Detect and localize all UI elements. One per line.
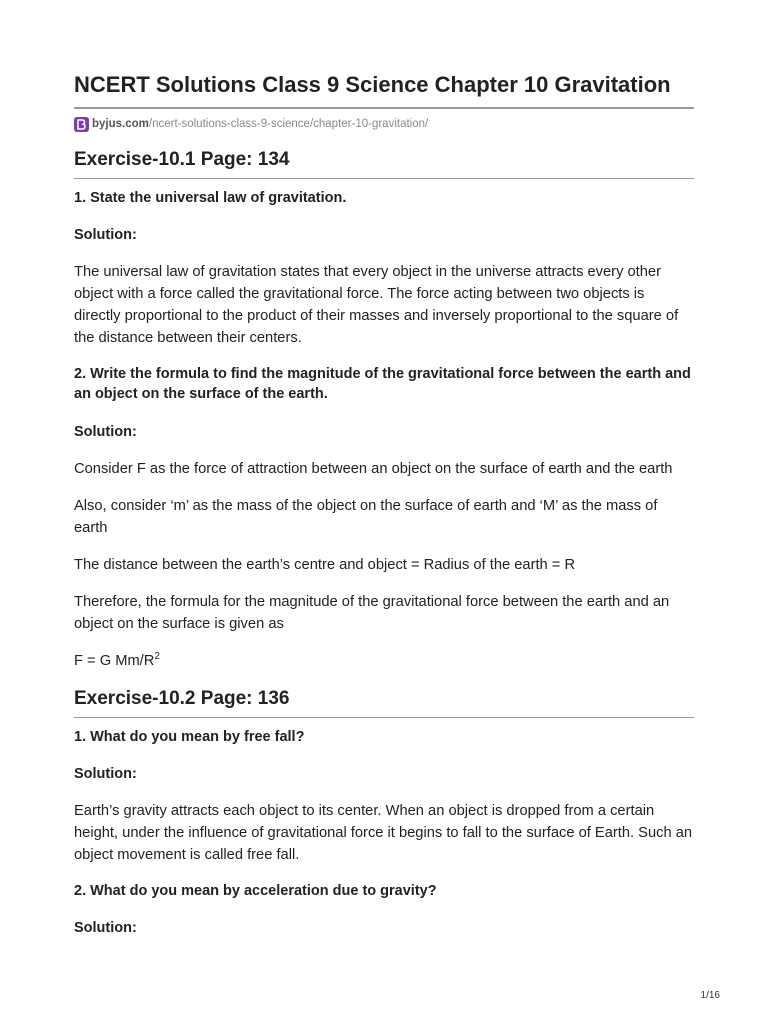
exercise-10-1-heading: Exercise-10.1 Page: 134 <box>74 147 694 179</box>
source-domain: byjus.com <box>92 118 149 130</box>
page-number: 1/16 <box>700 990 720 1001</box>
question-1-1: 1. State the universal law of gravitation. <box>74 190 347 206</box>
answer-1-2-para-2: Also, consider ‘m’ as the mass of the object on the surface of earth and ‘M’ as the mass of earth <box>74 498 658 536</box>
answer-1-2-para-4: Therefore, the formula for the magnitude of the gravitational force between the earth and an object on the surface is given as <box>74 594 670 632</box>
formula-exponent: 2 <box>154 651 160 663</box>
page-title: NCERT Solutions Class 9 Science Chapter 10 Gravitation <box>74 70 694 109</box>
question-2-2: 2. What do you mean by acceleration due to gravity? <box>74 883 437 899</box>
formula-text: F = G Mm/R <box>74 653 155 669</box>
answer-2-1: Earth’s gravity attracts each object to its center. When an object is dropped from a certain height, under the influence of gravitational force it begins to fall to the surface of Earth. Such an object movement is called free fall. <box>74 803 693 863</box>
question-1-2: 2. Write the formula to find the magnitude of the gravitational force between the earth and an object on the surface of the earth. <box>74 366 691 402</box>
answer-1-1: The universal law of gravitation states that every object in the universe attracts every other object with a force called the gravitational force. The force acting between two objects is directly proportional to the product of their masses and inversely proportional to the square of the distance between their centers. <box>74 264 679 346</box>
solution-label: Solution: <box>74 424 137 440</box>
solution-label: Solution: <box>74 920 137 936</box>
source-path: /ncert-solutions-class-9-science/chapter-10-gravitation/ <box>148 118 429 130</box>
question-2-1: 1. What do you mean by free fall? <box>74 729 305 745</box>
answer-1-2-para-1: Consider F as the force of attraction between an object on the surface of earth and the earth <box>74 461 673 477</box>
solution-label: Solution: <box>74 227 137 243</box>
exercise-10-2-heading: Exercise-10.2 Page: 136 <box>74 686 694 718</box>
document-page <box>74 70 694 938</box>
answer-1-2-para-3: The distance between the earth’s centre and object = Radius of the earth = R <box>74 557 576 573</box>
byjus-logo-icon <box>74 117 89 132</box>
source-link[interactable] <box>74 115 694 133</box>
solution-label: Solution: <box>74 766 137 782</box>
gravitation-formula <box>74 650 694 672</box>
